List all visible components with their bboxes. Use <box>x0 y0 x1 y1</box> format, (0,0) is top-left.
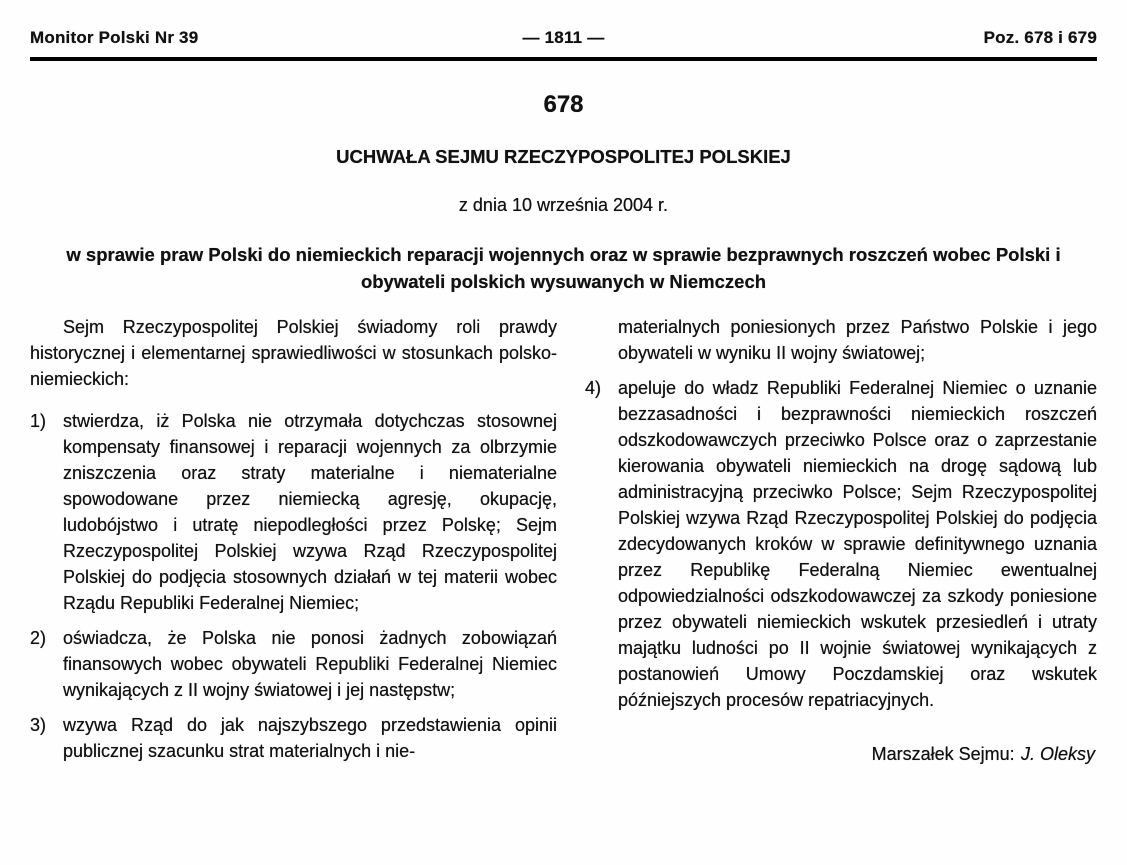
body-columns <box>30 314 1097 767</box>
act-date: z dnia 10 września 2004 r. <box>458 195 669 215</box>
signature-label: Marszałek Sejmu: <box>871 744 1015 764</box>
left-column <box>30 314 557 767</box>
signature-line <box>585 741 1095 767</box>
list-item-2 <box>30 625 557 703</box>
header-page-number: — 1811 — <box>522 28 605 47</box>
item-2-text: oświadcza, że Polska nie ponosi żadnych zobowiązań finansowych wobec obywateli Republiki Federalnej Niemiec wynikających z II wojny światowej i jej następstw; <box>63 628 557 700</box>
list-item-4 <box>585 375 1097 713</box>
item-2-number: 2) <box>30 628 47 648</box>
item-4-number: 4) <box>585 378 602 398</box>
header-position-numbers: Poz. 678 i 679 <box>983 28 1097 47</box>
act-subject: w sprawie praw Polski do niemieckich reparacji wojennych oraz w sprawie bezprawnych roszczeń wobec Polski i obywateli polskich wysuwanych w Niemczech <box>66 244 1061 292</box>
signature-name: J. Oleksy <box>1020 744 1095 764</box>
list-item-3 <box>30 712 557 764</box>
right-column <box>585 314 1097 767</box>
intro-paragraph: Sejm Rzeczypospolitej Polskiej świadomy roli prawdy historycznej i elementarnej sprawiedliwości w stosunkach polsko-niemieckich: <box>30 317 557 389</box>
item-3-continuation: materialnych poniesionych przez Państwo Polskie i jego obywateli w wyniku II wojny światowej; <box>618 317 1097 363</box>
item-3-number: 3) <box>30 715 47 735</box>
act-number: 678 <box>543 91 584 118</box>
item-1-text: stwierdza, iż Polska nie otrzymała dotychczas stosownej kompensaty finansowej i reparacji wojennych za olbrzymie zniszczenia oraz straty materialne i niematerialne spowodowane przez niemiecką agresję, okupację, ludobójstwo i utratę niepodległości przez Polskę; Sejm Rzeczypospolitej Polskiej wzywa Rząd Rzeczypospolitej Polskiej do podjęcia stosownych działań w tej materii wobec Rządu Republiki Federalnej Niemiec; <box>63 411 557 613</box>
header-rule <box>30 57 1097 61</box>
header-publication-title: Monitor Polski Nr 39 <box>30 28 199 47</box>
item-3-text: wzywa Rząd do jak najszybszego przedstawienia opinii publicznej szacunku strat materialnych i nie- <box>63 715 557 761</box>
item-1-number: 1) <box>30 411 47 431</box>
list-item-1 <box>30 408 557 616</box>
item-4-text: apeluje do władz Republiki Federalnej Niemiec o uznanie bezzasadności i bezprawności niemieckich roszczeń odszkodowawczych przeciwko Polsce oraz o zaprzestanie kierowania obywateli niemieckich na drogę sądową lub administracyjną przeciwko Polsce; Sejm Rzeczypospolitej Polskiej wzywa Rząd Rzeczypospolitej Polskiej do podjęcia zdecydowanych kroków w sprawie definitywnego uznania przez Republikę Federalną Niemiec ewentualnej odpowiedzialności odszkodowawczej za szkody poniesione przez obywateli niemieckich wskutek przesiedleń i utraty majątku ludności po II wojnie światowej wynikających z postanowień Umowy Poczdamskiej oraz wskutek późniejszych procesów repatriacyjnych. <box>618 378 1097 710</box>
act-type-heading: UCHWAŁA SEJMU RZECZYPOSPOLITEJ POLSKIEJ <box>336 146 791 167</box>
page-header <box>30 28 1097 48</box>
